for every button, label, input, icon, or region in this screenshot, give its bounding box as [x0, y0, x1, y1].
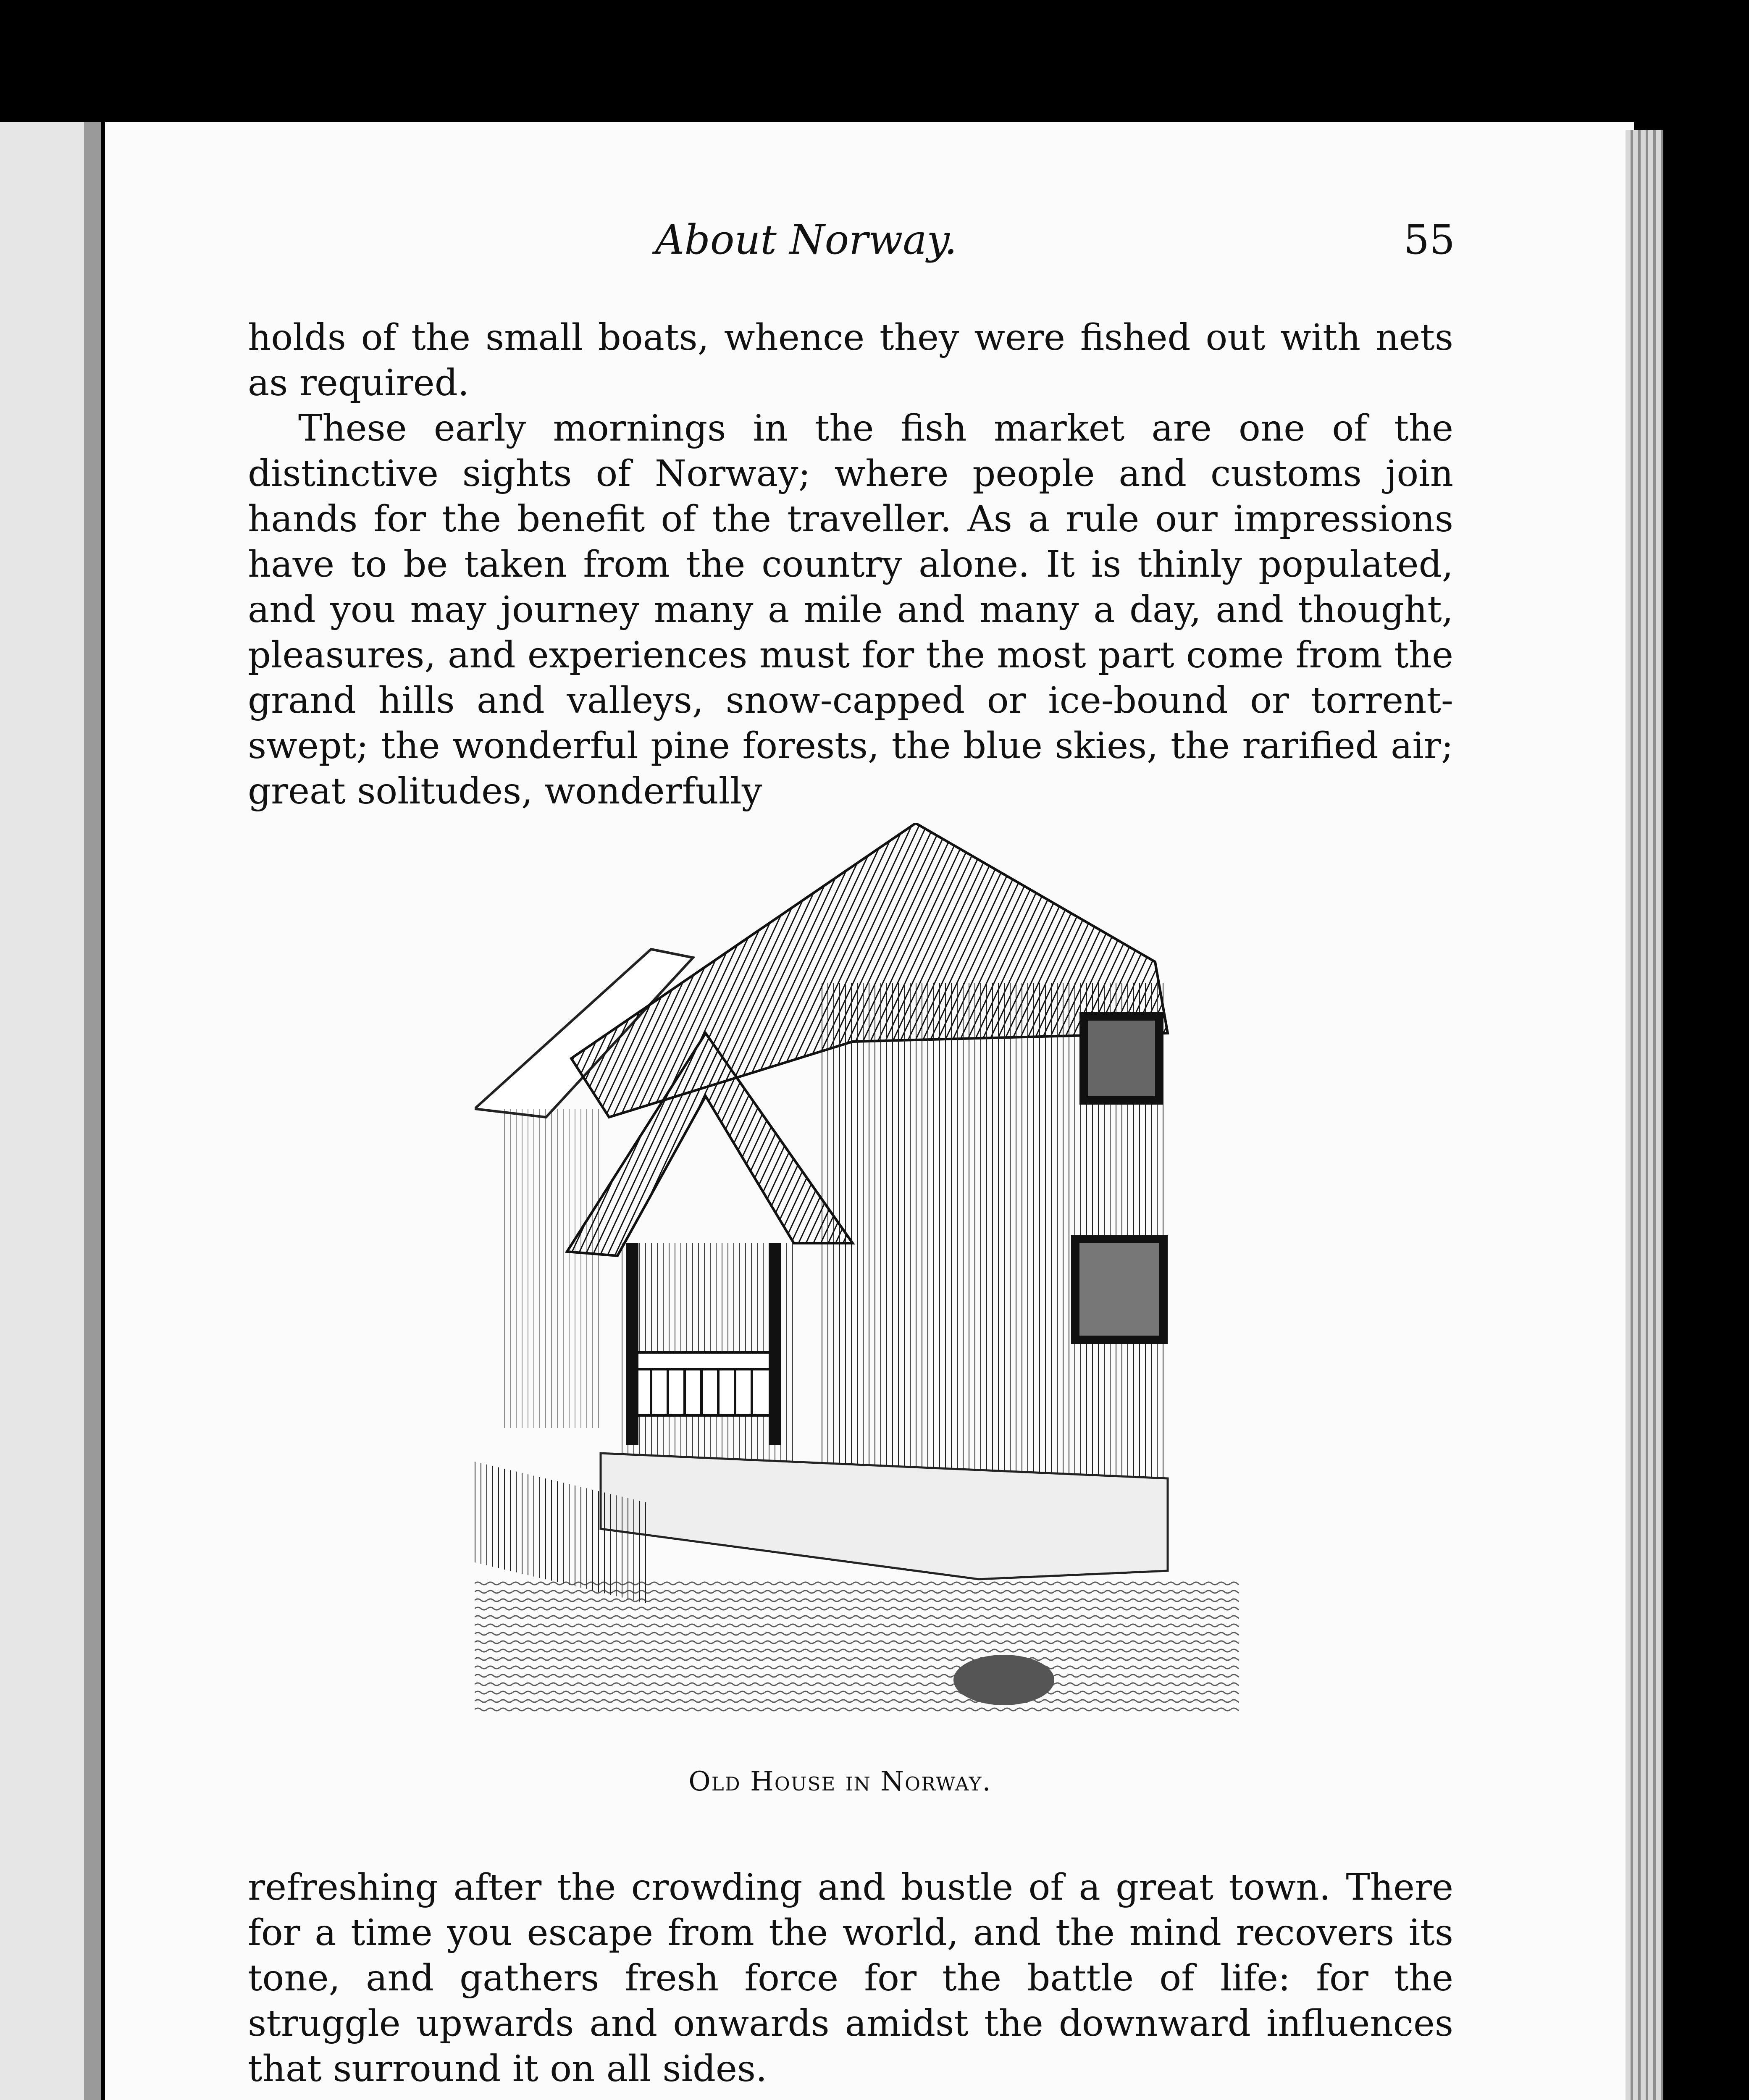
- running-head: About Norway.: [655, 216, 957, 263]
- page-number: 55: [1403, 216, 1455, 263]
- paragraph-main: These early mornings in the fish market are one of the distinctive sights of Norway; where people and customs join hands for the benefit of the traveller. As a rule our impressions have to be taken from the country alone. It is thinly populated, and you may journey many a mile and many a day, and thought, pleasures, and experiences must for the most part come from the grand hills and valleys, snow-capped or ice-bound or torrent-swept; the wonderful pine forests, the blue skies, the rarified air; great solitudes, wonderfully: [248, 407, 1453, 812]
- page-stack-edge: [1626, 130, 1663, 2100]
- figure-caption: Old House in Norway.: [688, 1766, 992, 1797]
- paragraph-after-figure: refreshing after the crowding and bustle of a great town. There for a time you escape from the world, and the mind recovers its tone, and gathers fresh force for the battle of life: for the struggle upwards and onwards amidst the downward influences that surround it on all sides.: [248, 1866, 1453, 2090]
- old-house-illustration: [475, 823, 1239, 1747]
- left-page-margin: [0, 122, 84, 2100]
- left-page-edge: [84, 122, 101, 2100]
- paragraph-continuation: holds of the small boats, whence they were fished out with nets as required.: [248, 317, 1453, 404]
